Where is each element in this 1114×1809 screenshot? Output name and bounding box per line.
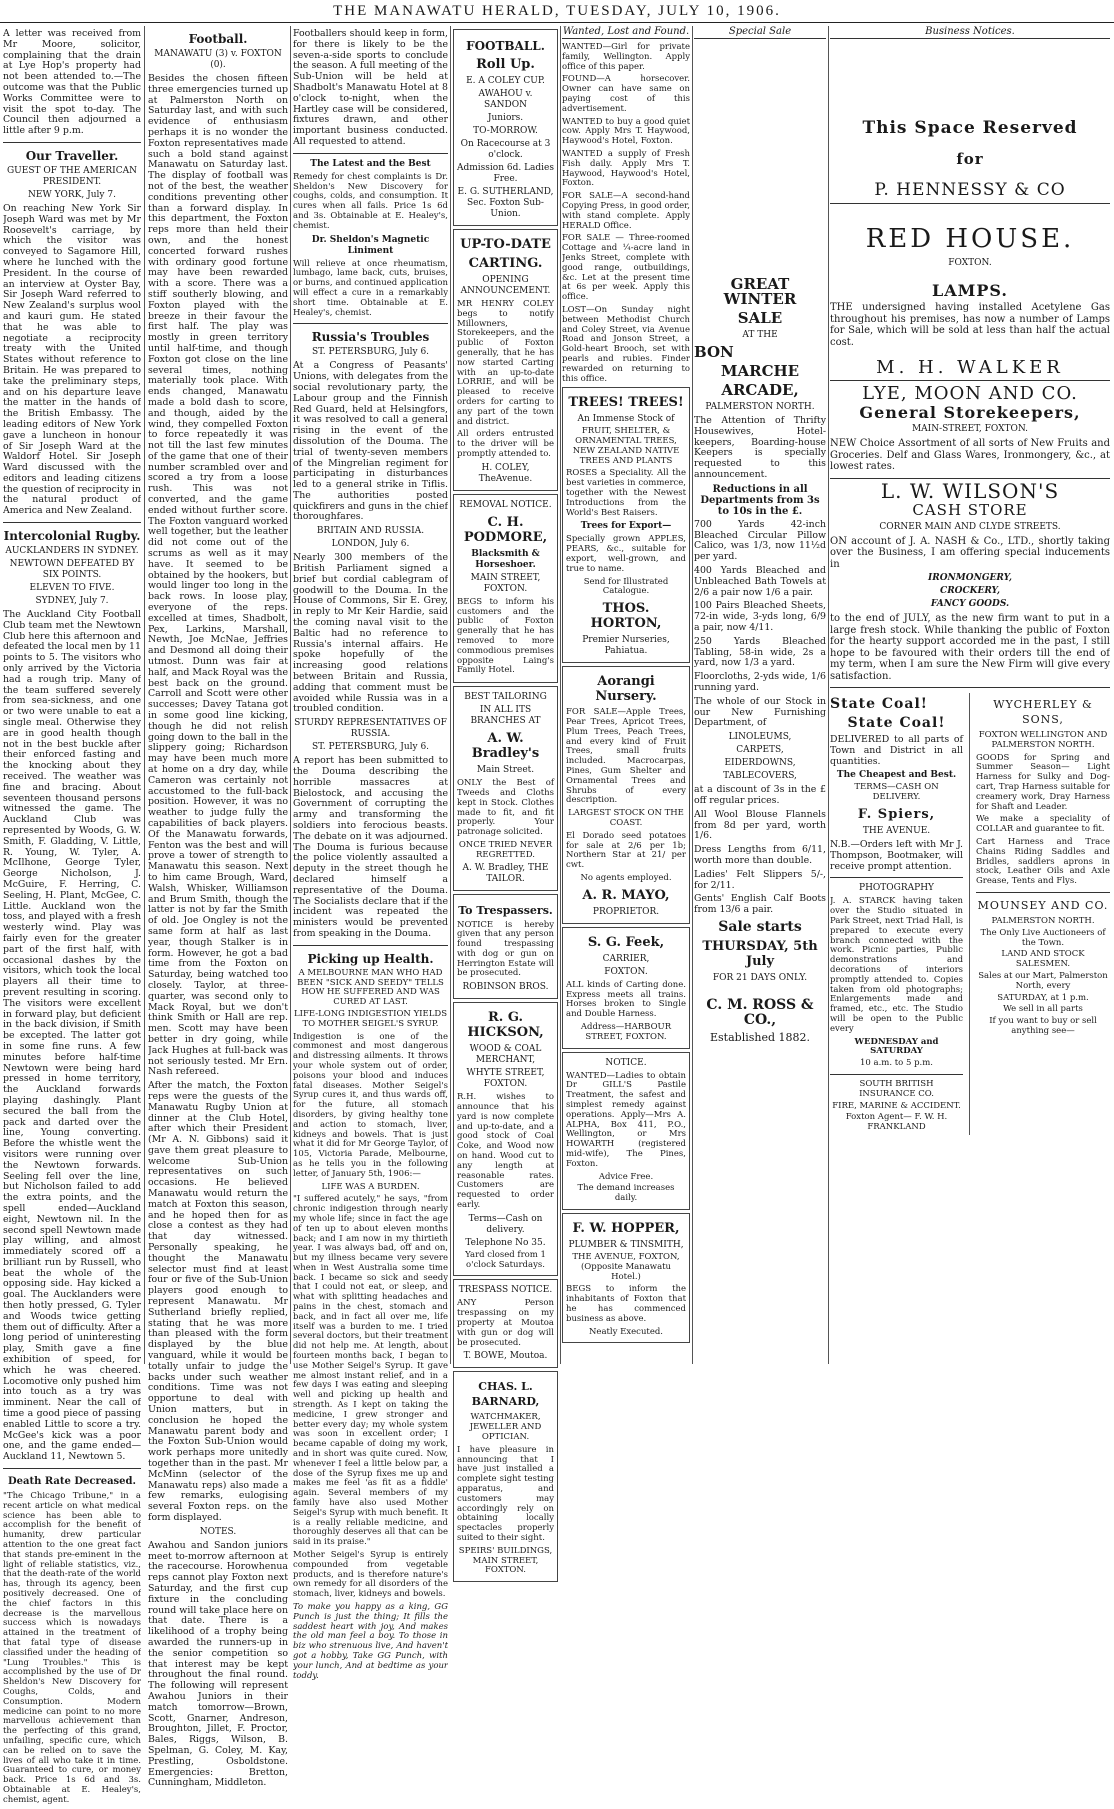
sale-title-1: GREAT WINTER bbox=[723, 275, 797, 308]
column-rule bbox=[560, 26, 561, 1364]
reserved-line-2: for bbox=[956, 150, 984, 168]
rugby-sub-3: ELEVEN TO FIVE. bbox=[29, 583, 115, 594]
column-2 bbox=[148, 26, 288, 1792]
football-heading: Football. bbox=[188, 32, 248, 46]
hickson-address: WHYTE STREET, FOXTON. bbox=[466, 1068, 545, 1090]
aorangi-title: Aorangi Nursery. bbox=[595, 674, 657, 705]
feek-ad bbox=[562, 927, 690, 1049]
football-continued: Footballers should keep in form, for there is likely to be the seven-a-side sports to conclude the season. A full meeting of the Sub-Union will be held at Shadbolt's Manawatu Hotel at 8 o'clock to-night, when the Hartley case will be considered, fixtures drawn, and other important business conducted. All requested to attend. bbox=[293, 28, 448, 147]
bottom-ads-row bbox=[830, 693, 1110, 1135]
football-ad-title: FOOTBALL. bbox=[466, 39, 545, 53]
mounsey-only: The Only Live Auctioneers of the Town. bbox=[980, 927, 1106, 948]
sale-item-6: All Wool Blouse Flannels from 8d per yard, worth 1/6. bbox=[694, 808, 826, 842]
mounsey-town: PALMERSTON NORTH. bbox=[991, 915, 1095, 926]
tailor-ad bbox=[453, 686, 558, 890]
health-sub-2: LIFE-LONG INDIGESTION YIELDS TO MOTHER SEIGEL'S SYRUP. bbox=[293, 1008, 448, 1029]
life-heading: LIFE WAS A BURDEN. bbox=[321, 1181, 420, 1192]
trespass2-sign: T. BOWE, Moutoa. bbox=[463, 1351, 548, 1362]
lye-moon-street: MAIN-STREET, FOXTON. bbox=[911, 424, 1029, 434]
mayo-name: A. R. MAYO, bbox=[582, 887, 670, 903]
wilson-body-2: to the end of JULY, as the new firm want to put in a large fresh stock. While thanking the public of Foxton for the hearty support accorded me in the past, I still hope to be favoured with their orders till the end of my term, when I am sure the New Firm will give every satisfaction. bbox=[830, 613, 1110, 682]
rugby-sub-1: AUCKLANDERS IN SYDNEY. bbox=[5, 546, 139, 557]
sturdy-dateline: ST. PETERSBURG, July 6. bbox=[311, 742, 430, 753]
carting-title-1: UP-TO-DATE bbox=[460, 237, 551, 252]
barnard-address: SPEIRS' BUILDINGS, MAIN STREET, FOXTON. bbox=[458, 1545, 553, 1576]
export-body: Specially grown APPLES, PEARS, &c., suitable for export, well-grown, and true to name. bbox=[566, 534, 686, 574]
coal-cheapest: The Cheapest and Best. bbox=[836, 770, 957, 781]
council-report: A letter was received from Mr Moore, solicitor, complaining that the drain at Lye Hop's property had not been attended to.—The outcome was that the Public Works Committee were to visit the spot to-day. The Council then adjourned a little after 9 p.m. bbox=[3, 28, 141, 137]
lamps-title: LAMPS. bbox=[932, 281, 1008, 300]
trees-roses: ROSES a Speciality. All the best varieties in commerce, together with the Newest Introductions from the World's Best Raisers. bbox=[566, 468, 686, 518]
wilson-cash-store: CASH STORE bbox=[912, 500, 1028, 519]
feek-address: Address—HARBOUR STREET, FOXTON. bbox=[580, 1021, 672, 1042]
football-ad-time: On Racecourse at 3 o'clock. bbox=[460, 139, 551, 160]
tailor-slogan: ONCE TRIED NEVER REGRETTED. bbox=[458, 839, 553, 860]
sale-item-9: Gents' English Calf Boots from 13/6 a pair. bbox=[694, 893, 826, 916]
feek-trade: CARRIER, bbox=[602, 953, 650, 964]
coal-title-2: State Coal! bbox=[847, 715, 946, 731]
sale-item-7: Dress Lengths from 6/11, worth more than double. bbox=[694, 844, 826, 866]
wilson-crockery: CROCKERY, bbox=[940, 586, 1000, 596]
carting-sign: H. COLEY, TheAvenue. bbox=[478, 462, 533, 484]
sale-date: THURSDAY, 5th July bbox=[702, 938, 818, 969]
tailor-body: ONLY the Best of Tweeds and Cloths kept in Stock. Clothes made to fit, and fit properly. Your patronage solicited. bbox=[457, 778, 554, 838]
wycherley-collar: We make a speciality of COLLAR and guarantee to fit. bbox=[976, 814, 1110, 835]
horton-name: THOS. HORTON, bbox=[590, 601, 662, 632]
health-heading: Picking up Health. bbox=[307, 951, 434, 966]
mounsey-sell: We sell in all parts bbox=[1003, 1004, 1083, 1015]
sheldon-heading: The Latest and the Best bbox=[310, 158, 431, 169]
export-catalogue: Send for Illustrated Catalogue. bbox=[583, 576, 669, 597]
sale-title-2: SALE bbox=[737, 309, 783, 327]
spiers-avenue: THE AVENUE. bbox=[862, 825, 931, 836]
classified-5: FOR SALE—A second-hand Copying Press, in good order, with stand complete. Apply HERALD Office. bbox=[562, 191, 690, 231]
rugby-dateline: SYDNEY, July 7. bbox=[35, 596, 109, 607]
sale-arcade: ARCADE, bbox=[721, 381, 799, 399]
mounsey-land: LAND AND STOCK SALESMEN. bbox=[1001, 949, 1085, 970]
liniment-body: Will relieve at once rheumatism, lumbago, lame back, cuts, bruises, or burns, and continued application will effect a cure in a remarkably short time. Obtainable at E. Healey's, chemist. bbox=[293, 258, 448, 318]
aorangi-largest: LARGEST STOCK ON THE COAST. bbox=[568, 808, 684, 829]
wilson-ironmongery: IRONMONGERY, bbox=[928, 573, 1012, 583]
mounsey-day: SATURDAY, at 1 p.m. bbox=[997, 992, 1089, 1003]
feek-town: FOXTON. bbox=[604, 966, 648, 977]
column-6 bbox=[694, 26, 826, 1045]
russia-body: At a Congress of Peasants' Unions, with delegates from the social revolutionary party, the Labour group and the Finnish Red Guard, held at Helsingfors, it was resolved to call a general rising in the event of the dissolution of the Douma. The trial of twenty-seven members of the Mingrelian regiment for participating in disturbances led to a general strike in Tiflis. The authorities posted quickfirers and guns in the chief thoroughfares. bbox=[293, 360, 448, 523]
red-house-town: FOXTON. bbox=[948, 258, 992, 268]
column-3 bbox=[293, 26, 448, 1684]
notice-body: WANTED—Ladies to obtain Dr GILL'S Pastile Treatment, the safest and simplest remedy against operations. Apply—Mrs A. ALPHA, Box 411, P.O., Wellington, or Mrs HOWARTH (registered mid-wife), The Pines, Foxton. bbox=[566, 1070, 686, 1169]
sale-reductions: Reductions in all Departments from 3s to 10s in the £. bbox=[700, 483, 820, 517]
barnard-ad bbox=[453, 1371, 558, 1582]
classified-7: LOST—On Sunday night between Methodist Church and Coley Street, via Avenue Road and Jonson Street, a Gold-heart Brooch, set with pearls and rubies. Finder rewarded on returning to this office. bbox=[562, 304, 690, 384]
coal-terms: TERMS—CASH ON DELIVERY. bbox=[854, 782, 939, 803]
trespass-title: To Trespassers. bbox=[458, 903, 553, 917]
sturdy-heading: STURDY REPRESENTATIVES OF RUSSIA. bbox=[294, 718, 447, 740]
carting-title-2: CARTING. bbox=[468, 256, 543, 271]
carting-note: All orders entrusted to the driver will be promptly attended to. bbox=[457, 429, 554, 459]
column-7 bbox=[830, 26, 1110, 1135]
sale-at: AT THE bbox=[742, 330, 778, 340]
sale-marche: MARCHE bbox=[720, 362, 800, 380]
lye-moon-body: NEW Choice Assortment of all sorts of New Fruits and Groceries. Delf and Glass Wares, Ironmongery, &c., at lowest rates. bbox=[830, 438, 1110, 472]
column-rule bbox=[290, 26, 291, 1364]
hopper-trade: PLUMBER & TINSMITH, bbox=[568, 1239, 684, 1250]
sale-bon: BON bbox=[694, 343, 734, 361]
carting-body: MR HENRY COLEY begs to notify Millowners, Storekeepers, and the public of Foxton generally, that he has now started Carting with an up-to-date LORRIE, and will be pleased to receive orders for carting to any part of the town and district. bbox=[457, 299, 554, 427]
classified-1: WANTED—Girl for private family, Wellington. Apply office of this paper. bbox=[562, 42, 690, 72]
spiers-name: F. Spiers, bbox=[857, 806, 936, 822]
wilson-fancy-goods: FANCY GOODS. bbox=[930, 599, 1010, 609]
tailor-name: A. W. Bradley's bbox=[471, 731, 540, 762]
health-sub-1: A MELBOURNE MAN WHO HAD BEEN "SICK AND SEEDY" TELLS HOW HE SUFFERED AND WAS CURED AT LAST. bbox=[297, 967, 444, 1008]
photo-title: PHOTOGRAPHY bbox=[859, 883, 934, 894]
podmore-ad bbox=[453, 494, 558, 683]
tailor-sub: IN ALL ITS BRANCHES AT bbox=[470, 705, 541, 727]
death-rate-body: "The Chicago Tribune," in a recent article on what medical science has been able to accomplish for the benefit of humanity, drew particular attention to the one great fact that stands pre-eminent in the light of reliable statistics, viz., that the death-rate of the world has, through its agency, been positively decreased. One of the chief factors in this decrease is the marvellous success which is nowadays attained in the treatment of that fatal type of disease classified under the heading of "Lung Troubles." This is accomplished by the use of Dr Sheldon's New Discovery for Coughs, Colds, and Consumption. Modern medicine can point to no more marvellous achievement than the perfecting of this grand, unfailing, specific cure, which can be relied on to save the lives of all who take it in time. Guaranteed to cure, or money back. Price 1s 6d and 3s. Obtainable at E. Healey's, chemist, agent. bbox=[3, 1491, 141, 1805]
coal-body: DELIVERED to all parts of Town and District in all quantities. bbox=[830, 734, 964, 767]
column-rule bbox=[450, 26, 451, 1364]
britain-heading: BRITAIN AND RUSSIA. bbox=[316, 526, 425, 537]
football-ad-rollup: Roll Up. bbox=[476, 57, 535, 72]
aorangi-potatoes: El Dorado seed potatoes for sale at 2/6 per 1b; Northern Star at 21/ per cwt. bbox=[566, 830, 686, 871]
column-rule bbox=[828, 26, 829, 1364]
reserved-line-1: This Space Reserved bbox=[862, 118, 1078, 138]
photo-hours: 10 a.m. to 5 p.m. bbox=[860, 1058, 934, 1069]
removal-notice: REMOVAL NOTICE. bbox=[459, 499, 552, 510]
coal-title-1: State Coal! bbox=[830, 696, 928, 712]
mounsey-sales: Sales at our Mart, Palmerston North, every bbox=[978, 970, 1108, 991]
hickson-trade: WOOD & COAL MERCHANT, bbox=[469, 1044, 542, 1066]
wilson-body: ON account of J. A. NASH & Co., LTD., shortly taking over the Business, I am offering special inducements in bbox=[830, 535, 1110, 570]
column-1 bbox=[3, 26, 141, 1809]
mounsey-if: If you want to buy or sell anything see— bbox=[989, 1016, 1097, 1036]
hopper-neat: Neatly Executed. bbox=[588, 1326, 664, 1337]
trees-stock: An Immense Stock of bbox=[577, 414, 675, 425]
inner-rule bbox=[969, 693, 970, 1135]
sbi-sub: FIRE, MARINE & ACCIDENT. bbox=[832, 1100, 961, 1111]
wilson-name: L. W. WILSON'S bbox=[880, 478, 1060, 503]
rugby-sub-2: NEWTOWN DEFEATED BY SIX POINTS. bbox=[9, 559, 135, 581]
horton-sub: Premier Nurseries, Pahiatua. bbox=[582, 635, 670, 657]
sale-eiderdowns: EIDERDOWNS, bbox=[724, 758, 796, 769]
football-ad-juniors: Juniors. bbox=[487, 113, 524, 123]
football-ad bbox=[453, 29, 558, 226]
wycherley-ad bbox=[976, 693, 1110, 1135]
punch-poem: To make you happy as a king, GG Punch is just the thing; It fills the saddest heart with joy, And makes the old man feel a boy. To those in biz who strenuous live, And haven't got a hobby, Take GG Punch, with your lunch, And at bedtime as your toddy. bbox=[293, 1601, 448, 1681]
hickson-terms: Terms—Cash on delivery. bbox=[468, 1213, 543, 1235]
traveller-subheading: GUEST OF THE AMERICAN PRESIDENT. bbox=[6, 165, 138, 187]
barnard-name: CHAS. L. BARNARD, bbox=[471, 1380, 540, 1409]
photo-body: J. A. STARCK having taken over the Studio situated in Park Street, next Triad Hall, is prepared to execute every branch connected with the work. Picnic parties, Public demonstrations and decorations of interiors promptly attended to. Copies taken from old photographs; Enlargements made and framed, etc., etc. The Studio will be open to the Public every bbox=[830, 896, 964, 1034]
trees-kinds: FRUIT, SHELTER, & ORNAMENTAL TREES, NEW ZEALAND NATIVE TREES AND PLANTS bbox=[572, 426, 680, 466]
photo-days: WEDNESDAY and SATURDAY bbox=[854, 1036, 939, 1057]
notice-advice: Advice Free. bbox=[598, 1171, 654, 1182]
notes-heading: NOTES. bbox=[199, 1526, 237, 1537]
carting-ad bbox=[453, 229, 558, 491]
notice-title: NOTICE. bbox=[605, 1057, 647, 1068]
hickson-ad bbox=[453, 1002, 558, 1276]
classified-3: WANTED to buy a good quiet cow. Apply Mrs T. Haywood, Haywood's Hotel, Foxton. bbox=[562, 116, 690, 147]
sale-carpets: CARPETS, bbox=[736, 745, 784, 756]
podmore-address: MAIN STREET, FOXTON. bbox=[470, 572, 541, 594]
aorangi-ad bbox=[562, 666, 690, 924]
football-ad-match: AWAHOU v. SANDON bbox=[478, 89, 533, 110]
aorangi-agents: No agents employed. bbox=[580, 873, 672, 883]
spiers-nb: N.B.—Orders left with Mr J. Thompson, Bootmaker, will receive prompt attention. bbox=[830, 838, 964, 872]
barnard-body: I have pleasure in announcing that I have just installed a complete sight testing apparatus, and customers may accordingly rely on obtaining locally spectacles properly suited to their sight. bbox=[457, 1444, 554, 1543]
barnard-trade: WATCHMAKER, JEWELLER AND OPTICIAN. bbox=[469, 1412, 542, 1443]
hickson-name: R. G. HICKSON, bbox=[467, 1010, 544, 1041]
death-rate-heading: Death Rate Decreased. bbox=[7, 1476, 137, 1488]
rugby-body: The Auckland City Football Club team met the Newtown Club here this afternoon and defeated the local men by 11 points to 5. The visitors who only arrived by the Victoria had a rough trip. Many of the team suffered severely from sea-sickness, and one or two were unable to eat a single meal. Otherwise they are in good health though not in the best buckle after their enforced fasting and the knocking about they received. The weather was fine and bracing. About seventeen thousand persons witnessed the game. The Auckland Club was represented by Woods, G. W. Smith, F. Gladding, V. Little, R. Young, W. Tyler, A. McIlhone, George Tyler, George Nicholson, J. McGuire, F. Herring, C. Seeling, H. Plant, McGee, C. Little. Auckland won the toss, and played with a fresh westerly wind. Play was fairly even for the greater part of the first half, with occasional dashes by the visitors, which took the local players all their time to prevent resulting in scoring. The visitors were excellent in forward play, but deficient in the back division, if Smith be excepted. The latter got in some fine runs. A few minutes before half-time Newtown were being hard pressed in home territory, the Auckland forwards playing dashingly. Plant secured the ball from the pack and darted over the line, Young converting. Before the whistle went the visitors were running over the Newtown forwards. Seeling fell over the line, but Nicholson failed to add the extra points, and the spell ended—Auckland eight, Newtown nil. In the second spell Newtown made play willing, and almost immediately scored off a brilliant run by Russell, who beat the whole of the opposing side. Hay kicked a goal. The Aucklanders were then hotly pressed, G. Tyler and Woods twice getting them out of difficulty. After a long period of uninteresting play, Smith gave a fine exhibition of speed, for which he was cheered. Locomotive only pushed him into touch as a try was imminent. Near the call of time a good piece of passing enabled Little to score a try. McGee's kick was a poor one, and the game ended—Auckland 11, Newtown 5. bbox=[3, 609, 141, 1463]
walker-name: M. H. WALKER bbox=[876, 357, 1064, 378]
trespass2-ad bbox=[453, 1279, 558, 1368]
classifieds-header: Wanted, Lost and Found. bbox=[562, 26, 690, 37]
column-5 bbox=[562, 26, 690, 1346]
hopper-body: BEGS to inform the inhabitants of Foxton that he has commenced business as above. bbox=[566, 1284, 686, 1324]
wycherley-cart: Cart Harness and Trace Chains Riding Saddles and Bridles, saddlers aprons in stock, Leather Oils and Axle Grease, Tents and Flys. bbox=[976, 836, 1110, 887]
sale-attention: The Attention of Thrifty Housewives, Hotel-keepers, Boarding-house Keepers is specially requested to this announcement. bbox=[694, 415, 826, 480]
sale-stock: The whole of our Stock in our New Furnishing Department, of bbox=[694, 695, 826, 729]
tailor-street: Main Street. bbox=[476, 765, 535, 776]
wycherley-body: GOODS for Spring and Summer Season— Light Harness for Sulky and Dog-cart, Trap Harness suitable for creamery work, Dray Harness for Shaft and Leader. bbox=[976, 752, 1110, 812]
britain-body: Nearly 300 members of the British Parliament signed a brief but cordial cablegram of goodwill to the Douma. In the House of Commons, Sir E. Grey, in reply to Mr Keir Hardie, said the coming naval visit to the Baltic had no reference to Russia's internal affairs. He spoke hopefully of the increasing good relations between Britain and Russia, adding that comment must be avoided while Russia was in a troubled condition. bbox=[293, 552, 448, 715]
sbi-agent: Foxton Agent— F. W. H. FRANKLAND bbox=[845, 1112, 948, 1133]
sale-item-5: Floorcloths, 2-yds wide, 1/6 running yard. bbox=[694, 671, 826, 693]
seigel-body: Mother Seigel's Syrup is entirely compounded from vegetable products, and is therefore nature's own remedy for all disorders of the stomach, liver, kidneys and bowels. bbox=[293, 1550, 448, 1600]
life-body: "I suffered acutely," he says, "from chronic indigestion through nearly my whole life; since in fact the age of ten up to about eleven months back; and I am now in my thirtieth year. I was always bad, off and on, but my illness became very severe when in West Australia some time back. I became so sick and seedy that I could not eat, or sleep, and what with splitting headaches and pains in the chest, stomach and back, and in fact all over me, life itself was a burden to me. I tried several doctors, but their treatment did not help me. At length, about fourteen months back, I began to use Mother Seigel's Syrup. It gave me almost instant relief, and in a few days I was eating and sleeping well and picking up health and strength. As I kept on taking the medicine, I grew stronger and better every day; my whole system was soon in excellent order; I became capable of doing my work, and in short was quite cured. Now, whenever I feel a little below par, a dose of the Syrup fixes me up and makes me feel 'as fit as a fiddle' again. Several members of my family have also used Mother Seigel's Syrup with much benefit. It is a really reliable medicine, and thoroughly deserves all that can be said in its praise." bbox=[293, 1194, 448, 1548]
trees-title: TREES! TREES! bbox=[568, 395, 684, 411]
trespass2-title: TRESPASS NOTICE. bbox=[458, 1285, 553, 1296]
classified-6: FOR SALE — Three-roomed Cottage and ¼-acre land in Jenks Street, complete with good range, outbuildings, &c. Let at the present time at 6s per week. Apply this office. bbox=[562, 233, 690, 303]
hopper-name: F. W. HOPPER, bbox=[572, 1220, 680, 1236]
sale-established: Established 1882. bbox=[710, 1030, 810, 1044]
football-subheading: MANAWATU (3) v. FOXTON (0). bbox=[154, 49, 282, 70]
lamps-body: THE undersigned having installed Acetylene Gas throughout his premises, has now a number of Lamps for Sale, which will be sold at less than half the actual cost. bbox=[830, 302, 1110, 348]
sale-discount: at a discount of 3s in the £ off regular prices. bbox=[694, 784, 826, 806]
sale-days: FOR 21 DAYS ONLY. bbox=[712, 972, 808, 983]
sbi-name: SOUTH BRITISH INSURANCE CO. bbox=[859, 1078, 934, 1099]
hopper-ad bbox=[562, 1213, 690, 1343]
liniment-heading: Dr. Sheldon's Magnetic Liniment bbox=[311, 234, 430, 256]
football-ad-admission: Admission 6d. Ladies Free. bbox=[457, 163, 555, 184]
sale-tablecovers: TABLECOVERS, bbox=[723, 771, 797, 782]
column-4 bbox=[453, 26, 558, 1585]
hickson-closed: Yard closed from 1 o'clock Saturdays. bbox=[465, 1249, 546, 1270]
feek-body: ALL kinds of Carting done. Express meets all trains. Horses broken to Single and Double Harness. bbox=[566, 979, 686, 1020]
notice-demand: The demand increases daily. bbox=[577, 1183, 675, 1204]
sale-starts: Sale starts bbox=[718, 918, 802, 935]
aorangi-body: FOR SALE—Apple Trees, Pear Trees, Apricot Trees, Plum Trees, Peach Trees, and every kind of Fruit Trees, small fruits included. Macrocarpas, Pines, Gum Shelter and Ornamental Trees and Shrubs of every description. bbox=[566, 707, 686, 806]
football-ad-sec: E. G. SUTHERLAND, Sec. Foxton Sub-Union. bbox=[457, 187, 554, 219]
football-body-1: Besides the chosen fifteen three emergencies turned up at Palmerston North on Saturday last, and with such evidence of enthusiasm perhaps it is no wonder the Foxton representatives made such a bold stand against Manawatu on Saturday last. The display of football was not of the best, the weather conditions preventing other than a forward display. In this department, the Foxton reps more than held their own, and the honest concerted forward rushes with ordinary good fortune may have been rewarded with a score. There was a stiff southerly blowing, and Foxton played with the breeze in their favour the first half. The play was mostly in green territory until half-time, and though Foxton got close on the line several times, nothing materially took place. With ends changed, Manawatu made a bold dash to score, and though, aided by the wind, they compelled Foxton to force repeatedly it was not till the last few minutes of the game that one of their number scrambled over and scored a try from a loose rush. This was not converted, and the game ended without further score. The Foxton vanguard worked well together, but the leather did not come out of the scrums as well as it may have. It seemed to be obtained by the hookers, but would linger too long in the back rows. In loose play, everyone of the reps. excelled at times, Shadbolt, Pex, Larkins, Marshall, Newth, Joe McNae, Jeffries and Desmond all doing their utmost. Dunn was fair at half, and Mack Royal was the best back on the ground. Carroll and Scott were other successes; Davey Tatana got in some good line kicking, though he did not relish going down to the ball in the slippery going; Richardson may have been much more at home on a dry day, while Cameron was certainly not accustomed to the full-back position. However, it was no weather to judge fully the capabilities of back players. Of the Manawatu forwards, Fenton was the best and will prove a tower of strength to Manawatu this season. Next to him came Brough, Ward, Walsh, Whisker, Williamson and Brum Smith, though the latter is not by far the Smith of old. Joe Ongley is not the same form at half as last year, though Stalker is in form. However, he got a bad time from the Foxton on Saturday, being watched too closely. Taylor, at three-quarter, was second only to Mack Royal, but we don't think Smith or Hall are rep. men. Scott may have been better in dry going, while Jack Hughes at full-back was not seriously tested. Mr Ern. Nash refereed. bbox=[148, 73, 288, 1078]
tailor-sign: A. W. Bradley, THE TAILOR. bbox=[462, 862, 549, 884]
sale-item-1: 700 Yards 42-inch Bleached Circular Pillow Calico, was 1/3, now 11½d per yard. bbox=[694, 518, 826, 563]
column-rule bbox=[144, 26, 145, 1364]
russia-heading: Russia's Troubles bbox=[311, 330, 430, 345]
sale-item-8: Ladies' Felt Slippers 5/-, for 2/11. bbox=[694, 868, 826, 891]
podmore-name: C. H. PODMORE, bbox=[463, 514, 548, 545]
lye-moon-storekeepers: General Storekeepers, bbox=[859, 403, 1081, 422]
trespass2-body: ANY Person trespassing on my property at Moutoa with gun or dog will be prosecuted. bbox=[457, 1298, 554, 1348]
health-body: Indigestion is one of the commonest and most dangerous and distressing ailments. It throws your whole system out of order, poisons your blood and induces fatal diseases. Mother Seigel's Syrup cures it, and thus wards off, for the future, all stomach disorders, by giving healthy tone and action to stomach, liver, kidneys and bowels. That is just what it did for Mr George Taylor, of 105, Victoria Parade, Melbourne, as he tells you in the following letter, of January 5th, 1906:— bbox=[293, 1031, 448, 1179]
business-notices-header: Business Notices. bbox=[830, 26, 1110, 39]
podmore-trade: Blacksmith & Horseshoer. bbox=[471, 548, 540, 570]
football-ad-tomorrow: TO-MORROW. bbox=[473, 126, 538, 136]
notice-ad bbox=[562, 1052, 690, 1210]
sale-firm: C. M. ROSS & CO., bbox=[706, 996, 814, 1028]
carting-opening: OPENING ANNOUNCEMENT. bbox=[460, 275, 551, 296]
wycherley-sub: FOXTON WELLINGTON AND PALMERSTON NORTH. bbox=[978, 730, 1108, 750]
masthead: THE MANAWATU HERALD, TUESDAY, JULY 10, 1906. bbox=[0, 0, 1114, 23]
wycherley-name: WYCHERLEY & SONS, bbox=[993, 698, 1093, 726]
britain-dateline: LONDON, July 6. bbox=[331, 539, 410, 550]
classified-4: WANTED a supply of Fresh Fish daily. Apply Mrs T. Haywood, Haywood's Hotel, Foxton. bbox=[562, 148, 690, 189]
russia-dateline: ST. PETERSBURG, July 6. bbox=[311, 347, 430, 358]
sale-linoleums: LINOLEUMS, bbox=[728, 732, 792, 743]
notes-body: Awahou and Sandon juniors meet to-morrow afternoon at the racecourse. Horowhenua reps cannot play Foxton next Saturday, and the first cup fixture in the concluding round will take place here on that date. There is a likelihood of a trophy being awarded the runners-up in the senior competition so that interest may be kept throughout the final round. The following will represent Awahou Juniors in their match tomorrow—Brown, Scott, Gnarner, Andreson, Broughton, Jillet, F. Proctor, Bales, Riggs, Wilson, B. Spelman, G. Coley, M. Kay, Prestling, Osboldstone. Emergencies: Bretton, Cunningham, Middleton. bbox=[148, 1539, 288, 1789]
sale-item-3: 100 Pairs Bleached Sheets, 72-in wide, 3-yds long, 6/9 a pair, now 4/11. bbox=[694, 600, 826, 633]
sturdy-body: A report has been submitted to the Douma describing the horrible massacres at Bielostock, and accusing the Government of corrupting the army and transforming the soldiers into ferocious beasts. The debate on it was adjourned. The Douma is furious because the police violently assaulted a deputy in the street though he declared himself a representative of the Douma. The Socialists declare that if the incident was repeated the ministers would be prevented from speaking in the Douma. bbox=[293, 755, 448, 939]
feek-name: S. G. Feek, bbox=[587, 934, 665, 950]
export-title: Trees for Export— bbox=[580, 521, 672, 532]
sheldon-body: Remedy for chest complaints is Dr. Sheldon's New Discovery for coughs, colds, and consumption. It cures when all fails. Price 1s 6d and 3s. Obtainable at E. Healey's, chemist. bbox=[293, 171, 448, 231]
column-rule bbox=[692, 26, 693, 1364]
trespass-body: NOTICE is hereby given that any person found trespassing with dog or gun on Herrington Estate will be prosecuted. bbox=[457, 919, 554, 979]
special-sale-header: Special Sale bbox=[694, 26, 826, 39]
reserved-line-3: P. HENNESSY & CO bbox=[874, 180, 1066, 200]
mayo-title: PROPRIETOR. bbox=[592, 906, 660, 917]
hickson-telephone: Telephone No 35. bbox=[465, 1237, 546, 1248]
trespass-sign: ROBINSON BROS. bbox=[462, 982, 549, 993]
hickson-body: R.H. wishes to announce that his yard is now complete and up-to-date, and a good stock of Coal Coke, and Wood now on hand. Wood cut to any length at reasonable rates. Customers are requested to order early. bbox=[457, 1092, 554, 1211]
football-body-2: After the match, the Foxton reps were the guests of the Manawatu Rugby Union at dinner at the Club Hotel, after which their President (Mr A. N. Gibbons) said it gave them great pleasure to welcome Sub-Union representatives on such occasions. He believed Manawatu would return the match at Foxton this season, and he hoped then for as close a contest as they had that day witnessed. Personally speaking, he thought the Manawatu selector must find at least four or five of the Sub-Union players good enough to represent Manawatu. Mr Sutherland briefly replied, stating that he was more than pleased with the form displayed by the blue vanguard, while it would be totally unfair to judge the backs under such weather conditions. Time was not opportune to deal with Union matters, but in conclusion he hoped the Manawatu parent body and the Foxton Sub-Union would work perhaps more unitedly together than in the past. Mr McMinn (selector of the Manawatu reps) also made a few remarks, eulogising several Foxton reps. on the form displayed. bbox=[148, 1080, 288, 1523]
hopper-address: THE AVENUE, FOXTON, (Opposite Manawatu Hotel.) bbox=[572, 1251, 680, 1282]
coal-ad bbox=[830, 693, 963, 1135]
traveller-body: On reaching New York Sir Joseph Ward was met by Mr Roosevelt's carriage, by which the visitor was conveyed to Sagamore Hill, where he lunched with the President. In the course of an interview at Oyster Bay, Sir Joseph Ward referred to New Zealand's surplus wool and kauri gum. He stated that he was able to negotiate a reciprocity treaty with the United States without reference to Britain. He was prepared to take the preliminary steps, and on his departure leave the matter in the hands of the British Embassy. The leading editors of New York gave a luncheon in honour of Sir Joseph Ward at the Waldorf Hotel. Sir Joseph Ward discussed with the editors and leading citizens the question of reciprocity in the natural product of America and New Zealand. bbox=[3, 202, 141, 517]
football-ad-cup: E. A COLEY CUP. bbox=[466, 76, 545, 86]
trespass-ad bbox=[453, 894, 558, 1000]
podmore-body: BEGS to inform his customers and the public of Foxton generally that he has removed to more commodious premises opposite Laing's Family Hotel. bbox=[457, 596, 554, 676]
trees-ad bbox=[562, 387, 690, 663]
lye-moon-title: LYE, MOON AND CO. bbox=[862, 383, 1078, 404]
tailor-title: BEST TAILORING bbox=[464, 692, 547, 703]
mounsey-name: MOUNSEY AND CO. bbox=[977, 898, 1109, 912]
sale-item-4: 250 Yards Bleached Tabling, 58-in wide, 2s a yard, now 1/3 a yard. bbox=[694, 635, 826, 669]
classified-2: FOUND—A horsecover. Owner can have same on paying cost of this advertisement. bbox=[562, 74, 690, 114]
red-house-title: RED HOUSE. bbox=[865, 224, 1075, 254]
rugby-heading: Intercolonial Rugby. bbox=[3, 529, 141, 544]
wilson-corner: CORNER MAIN AND CLYDE STREETS. bbox=[879, 521, 1061, 532]
sale-town: PALMERSTON NORTH. bbox=[705, 402, 815, 412]
traveller-dateline: NEW YORK, July 7. bbox=[28, 189, 116, 200]
traveller-heading: Our Traveller. bbox=[25, 148, 119, 163]
sale-item-2: 400 Yards Bleached and Unbleached Bath Towels at 2/6 a pair now 1/6 a pair. bbox=[694, 564, 826, 598]
